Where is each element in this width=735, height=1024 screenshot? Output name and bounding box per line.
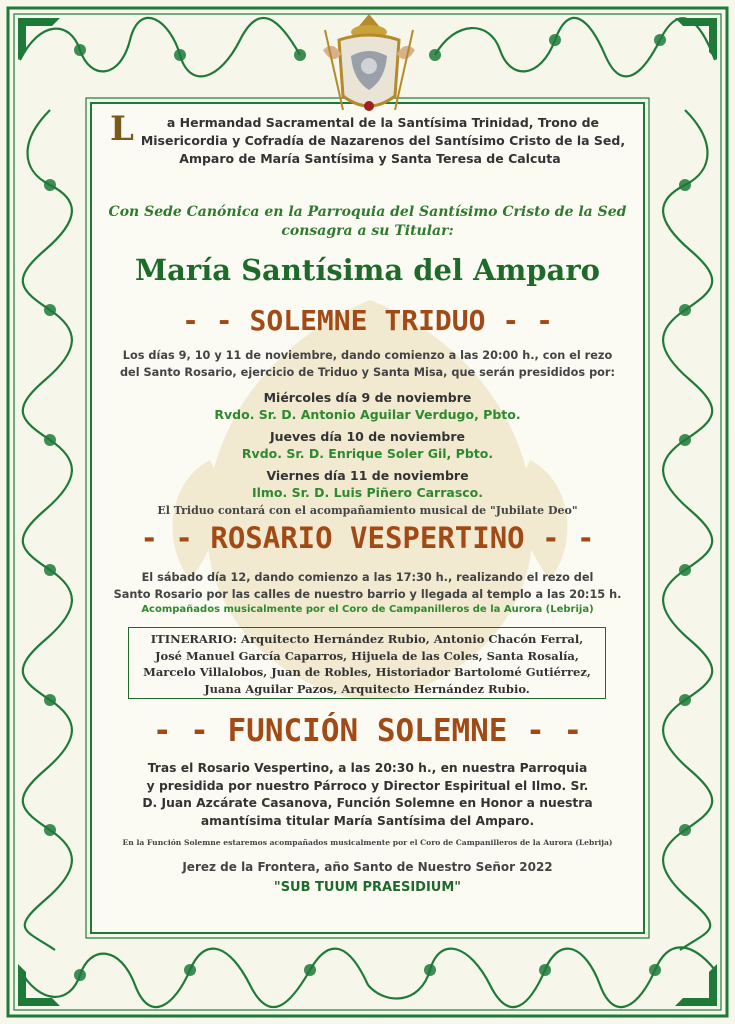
triduo-heading: - - SOLEMNE TRIDUO - -	[182, 304, 553, 337]
sede-canonica	[90, 203, 645, 241]
triduo-line-1: Los días 9, 10 y 11 de noviembre, dando comienzo a las 20:00 h., con el rezo	[122, 349, 613, 362]
titular-name: María Santísima del Amparo	[135, 253, 600, 287]
triduo-preacher-1: Rvdo. Sr. D. Antonio Aguilar Verdugo, Pbto.	[214, 406, 521, 422]
funcion-line-3: D. Juan Azcárate Casanova, Función Solemne en Honor a nuestra	[142, 796, 593, 810]
rosario-line-2: Santo Rosario por las calles de nuestro barrio y llegada al templo a las 20:15 h.	[113, 587, 622, 601]
drop-cap: L	[110, 109, 134, 149]
rosario-text	[96, 570, 639, 603]
funcion-note: En la Función Solemne estaremos acompañados musicalmente por el Coro de Campanilleros de la Aurora (Lebrija)	[122, 838, 613, 847]
funcion-line-1: Tras el Rosario Vespertino, a las 20:30 h., en nuestra Parroquia	[147, 761, 588, 775]
brotherhood-crest-icon	[315, 10, 423, 122]
triduo-day-3: Viernes día 11 de noviembre	[266, 468, 469, 483]
itinerary-line-1: ITINERARIO: Arquitecto Hernández Rubio, Antonio Chacón Ferral,	[150, 632, 584, 646]
closing-motto: "SUB TUUM PRAESIDIUM"	[273, 880, 462, 895]
triduo-days	[150, 390, 585, 501]
itinerary-line-3: Marcelo Villalobos, Juan de Robles, Historiador Bartolomé Gutiérrez,	[143, 665, 591, 679]
triduo-preacher-2: Rvdo. Sr. D. Enrique Soler Gil, Pbto.	[241, 445, 494, 461]
triduo-day-2: Jueves día 10 de noviembre	[269, 429, 465, 444]
itinerary-box	[128, 627, 606, 699]
rosario-music: Acompañados musicalmente por el Coro de Campanilleros de la Aurora (Lebrija)	[141, 604, 594, 615]
rosario-heading: - - ROSARIO VESPERTINO - -	[140, 521, 595, 555]
intro-paragraph	[110, 109, 630, 168]
itinerary-line-2: José Manuel García Caparros, Hijuela de las Coles, Santa Rosalía,	[155, 648, 579, 663]
triduo-day-1: Miércoles día 9 de noviembre	[263, 390, 472, 405]
intro-text: a Hermandad Sacramental de la Santísima Trinidad, Trono de Misericordia y Cofradía de Nazarenos del Santísimo Cristo de la Sed, Amparo de María Santísima y Santa Teresa de Calcuta	[140, 115, 626, 166]
triduo-preacher-3: Ilmo. Sr. D. Luis Piñero Carrasco.	[251, 484, 484, 500]
itinerary-line-4: Juana Aguilar Pazos, Arquitecto Hernández Rubio.	[204, 681, 530, 696]
funcion-line-2: y presidida por nuestro Párroco y Director Espiritual el Ilmo. Sr.	[146, 778, 589, 793]
funcion-text	[110, 760, 625, 830]
triduo-intro	[96, 348, 639, 381]
triduo-music: El Triduo contará con el acompañamiento musical de "Jubilate Deo"	[157, 504, 578, 517]
triduo-line-2: del Santo Rosario, ejercicio de Triduo y Santa Misa, que serán presididos por:	[119, 365, 616, 379]
funcion-heading: - - FUNCIÓN SOLEMNE - -	[152, 713, 583, 749]
rosario-line-1: El sábado día 12, dando comienzo a las 17:30 h., realizando el rezo del	[141, 571, 594, 584]
sede-line-1: Con Sede Canónica en la Parroquia del Santísimo Cristo de la Sed	[108, 204, 627, 220]
closing-place: Jerez de la Frontera, año Santo de Nuestro Señor 2022	[182, 860, 553, 874]
sede-line-2: consagra a su Titular:	[281, 223, 454, 239]
funcion-line-4: amantísima titular María Santísima del Amparo.	[200, 813, 535, 828]
